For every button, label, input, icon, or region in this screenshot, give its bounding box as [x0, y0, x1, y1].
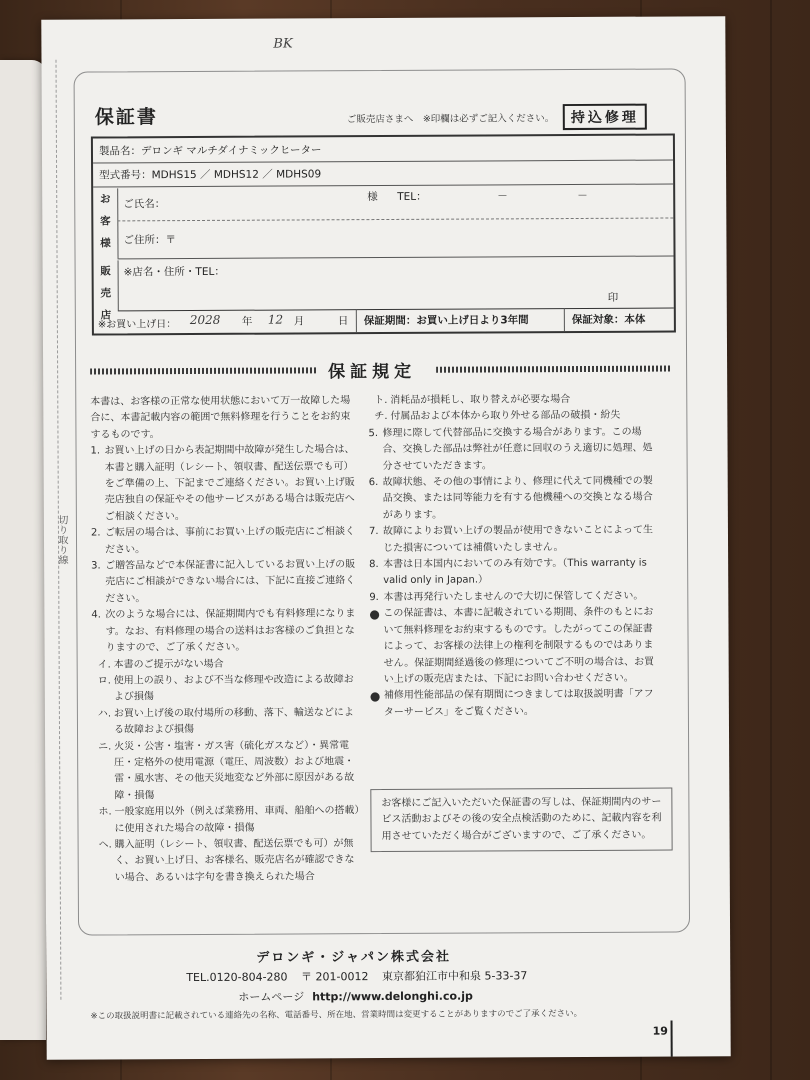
rule-item: 6. 故障状態、その他の事情により、修理に代えて同機種での製品交換、または同等能力を有する他機種への交換となる場合があります。	[368, 475, 653, 521]
store-info-label: ※店名・住所・TEL：	[123, 265, 225, 279]
page-number: 19	[652, 1024, 668, 1038]
page-number-bar	[671, 1021, 673, 1057]
tel-dash-2: －	[577, 189, 588, 202]
address-row	[117, 217, 673, 259]
warranty-target: 保証対象：本体	[571, 313, 646, 327]
tel-dash-1: －	[497, 190, 508, 203]
rule-bullet: ● この保証書は、本書に記載されている期間、条件のもとにおいて無料修理をお約束するものです。したがってこの保証書によって、お客様の法律上の権利を制限するものではありません。保証期間経過後の修理についてご不明の場合は、お買い上げの販売店または、下記にお問い合わせください。	[369, 606, 655, 685]
footer-disclaimer: ※この取扱説明書に記載されている連絡先の名称、電話番号、所在地、営業時間は変更することがありますのでご了承ください。	[90, 1008, 583, 1022]
rules-right-column	[368, 392, 662, 722]
purchase-month: 12	[267, 312, 284, 327]
customer-name-row	[117, 183, 673, 221]
purchase-year: 2028	[189, 312, 221, 328]
rules-left-column	[90, 393, 361, 887]
store-row	[118, 255, 674, 311]
postal-code: 〒 201-0012	[300, 970, 369, 984]
tel-label: TEL：	[397, 190, 427, 203]
privacy-notice-box: お客様にご記入いただいた保証書の写しは、保証期間内のサービス活動およびその後の安全点検活動のために、記載内容を利用させていただく場合がございますので、ご了承ください。	[370, 788, 672, 853]
rule-item: 5. 修理に際して代替部品に交換する場合があります。この場合、交換した部品は弊社が任意に回収のうえ適切に処理、処分させていただきます。	[368, 426, 653, 472]
rule-bar-right	[436, 366, 670, 373]
company-address: 東京都狛江市中和泉 5-33-37	[381, 969, 528, 984]
homepage-line	[238, 988, 473, 1005]
customer-name-label: ご氏名：	[123, 198, 166, 211]
rule-item: 8. 本書は日本国内においてのみ有効です。（This warranty is valid only in Japan.）	[369, 557, 647, 587]
rule-item: 2. ご転居の場合は、事前にお買い上げの販売店にご相談ください。	[90, 526, 355, 556]
rules-intro: 本書は、お客様の正常な使用状態において万一故障した場合に、本書記載内容の範囲で無料修理を行うことをお約束するものです。	[90, 395, 351, 441]
seal-label: 印	[607, 291, 619, 304]
rule-item: 1. お買い上げの日から表記期間中故障が発生した場合は、本書と購入証明（レシート、領収書、配送伝票でも可）をご準備の上、下記までご連絡ください。お買い上げ販売店独自の保証やその他サービスがある場合は販売店へご相談ください。	[90, 444, 355, 523]
model-number: 型式番号：MDHS15 ／ MDHS12 ／ MDHS09	[99, 168, 322, 182]
customer-side-label: お 客 様	[93, 188, 118, 258]
address-label: ご住所：〒	[123, 234, 176, 247]
rule-item: 4. 次のような場合には、保証期間内でも有料修理になります。なお、有料修理の場合の送料はお客様のご負担となりますので、ご了承ください。	[91, 608, 356, 654]
rule-sub-item: ホ. 一般家庭用以外（例えば業務用、車両、船舶への搭載）に使用された場合の故障・損傷	[98, 805, 360, 834]
dealer-note: ご販売店さまへ ※印欄は必ずご記入ください。	[346, 113, 555, 126]
month-label: 月	[293, 315, 305, 328]
rule-bar-left	[90, 367, 316, 374]
rule-sub-item: ヘ. 購入証明（レシート、領収書、配送伝票でも可）が無く、お買い上げ日、お客様名、販売店名が確認できない場合、あるいは字句を書き換えられた場合	[98, 838, 355, 884]
phone-number: TEL.0120-804-280	[186, 970, 288, 985]
homepage-label: ホームページ	[238, 990, 305, 1004]
rule-sub-item: チ. 付属品および本体から取り外せる部品の破損・紛失	[374, 410, 621, 423]
rule-sub-item: ト. 消耗品が損耗し、取り替えが必要な場合	[374, 394, 571, 407]
rule-sub-item: ハ. お買い上げ後の取付場所の移動、落下、輸送などによる故障および損傷	[97, 706, 354, 736]
cut-line-label: 切り取り線	[55, 514, 68, 565]
warranty-form	[91, 133, 676, 335]
day-label: 日	[337, 315, 349, 328]
rule-sub-item: イ. 本書のご提示がない場合	[97, 658, 224, 671]
product-name: 製品名：デロンギ マルチダイナミックヒーター	[98, 144, 322, 158]
handwritten-mark: BK	[273, 36, 293, 52]
warranty-period: 保証期間：お買い上げ日より3年間	[363, 314, 529, 328]
left-page-edge	[0, 60, 46, 1040]
contact-line	[186, 967, 537, 985]
rules-title: 保証規定	[322, 357, 422, 383]
rule-bullet: ● 補修用性能部品の保有期間につきましては取扱説明書「アフターサービス」をご覧ください。	[369, 688, 654, 718]
customer-suffix: 様	[367, 191, 378, 204]
rule-sub-item: ニ. 火災・公害・塩害・ガス害（硫化ガスなど）・異常電圧・定格外の使用電源（電圧、周波数）および地震・雷・風水害、その他天災地変など外部に原因がある故障・損傷	[98, 739, 355, 802]
carry-in-badge: 持込修理	[563, 104, 647, 130]
rules-header	[90, 356, 670, 383]
year-label: 年	[241, 315, 253, 328]
purchase-date-label: ※お買い上げ日：	[97, 319, 177, 331]
warranty-frame	[74, 68, 691, 935]
company-name: デロンギ・ジャパン株式会社	[256, 949, 451, 966]
rule-item: 3. ご贈答品などで本保証書に記入しているお買い上げの販売店にご相談ができない場合には、下記に直接ご連絡ください。	[91, 559, 356, 605]
homepage-url[interactable]: http://www.delonghi.co.jp	[312, 989, 473, 1004]
warranty-title: 保証書	[94, 106, 158, 129]
rule-item: 9. 本書は再発行いたしませんので大切に保管してください。	[369, 590, 644, 603]
rule-sub-item: ロ. 使用上の誤り、および不当な修理や改造による故障および損傷	[97, 674, 354, 703]
rule-item: 7. 故障によりお買い上げの製品が使用できないことによって生じた損害については補償いたしません。	[368, 524, 653, 554]
manual-page	[41, 16, 730, 1060]
store-side-label: 販 売 店	[94, 260, 119, 310]
date-row	[94, 307, 674, 333]
